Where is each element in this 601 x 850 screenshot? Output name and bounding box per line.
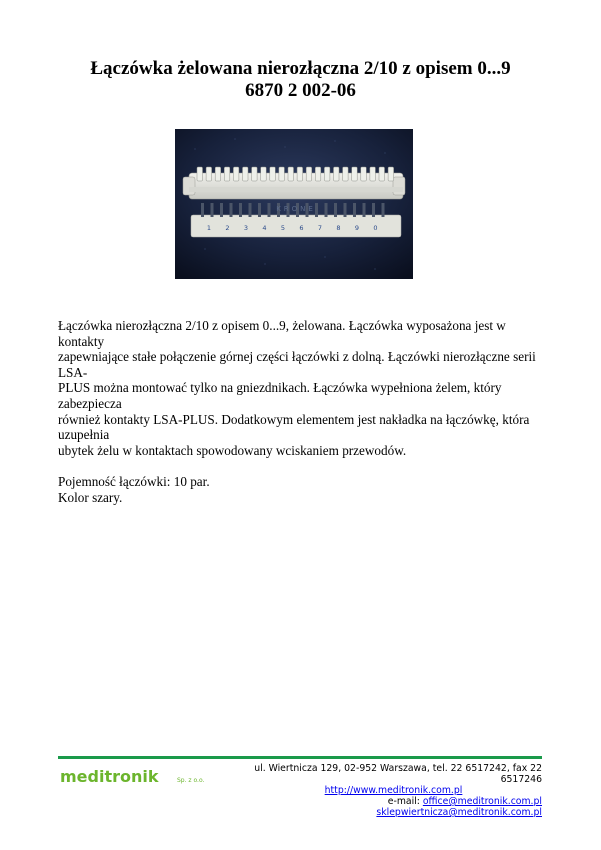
email-link-office[interactable]: office@meditronik.com.pl	[422, 796, 542, 807]
photo-digit-label: 2	[225, 224, 230, 232]
description-block	[58, 318, 542, 505]
description-line-2: zapewniające stałe połączenie górnej części łączówki z dolną. Łączówki nierozłączne serii LSA-	[58, 349, 536, 380]
photo-digit-label: 3	[243, 224, 249, 232]
description-line-3: PLUS można montować tylko na gniezdnikach. Łączówka wypełniona żelem, który zabezpiecza	[58, 380, 502, 411]
website-link[interactable]: http://www.meditronik.com.pl	[324, 785, 463, 796]
color-text: Kolor szary.	[58, 489, 123, 505]
photo-digit-label: 9	[354, 224, 360, 232]
email-label: e-mail:	[387, 796, 420, 807]
photo-digit-label: 8	[336, 224, 341, 232]
logo-suffix: Sp. z o.o.	[177, 777, 205, 784]
document-title	[0, 58, 601, 102]
logo-wordmark: meditronik	[60, 767, 159, 786]
description-line-5: ubytek żelu w kontaktach spowodowany wciskaniem przewodów.	[58, 442, 407, 458]
photo-brand-label: KRONE	[276, 205, 316, 213]
product-photo	[175, 129, 413, 279]
photo-digit-label: 4	[262, 224, 267, 232]
title-line-1: Łączówka żelowana nierozłączna 2/10 z opisem 0...9	[90, 58, 511, 79]
footer-address: ul. Wiertnicza 129, 02-952 Warszawa, tel. 22 6517242, fax 22 6517246	[254, 763, 542, 785]
footer-divider	[58, 756, 542, 759]
photo-digit-label: 7	[317, 224, 323, 232]
photo-digit-label: 5	[280, 224, 286, 232]
title-line-2: 6870 2 002-06	[245, 80, 356, 101]
description-line-1: Łączówka nierozłączna 2/10 z opisem 0...9, żelowana. Łączówka wyposażona jest w kontakty	[58, 318, 506, 349]
capacity-text: Pojemność łączówki: 10 par.	[58, 473, 210, 489]
meditronik-logo	[60, 766, 220, 786]
photo-digit-label: 0	[373, 224, 378, 232]
photo-digit-label: 1	[206, 224, 212, 232]
description-line-4: również kontakty LSA-PLUS. Dodatkowym elementem jest nakładka na łączówkę, która uzupełnia	[58, 411, 530, 443]
photo-digit-label: 6	[299, 224, 304, 232]
email-link-shop[interactable]: sklepwiertnicza@meditronik.com.pl	[376, 807, 542, 818]
footer-contact	[225, 763, 542, 818]
